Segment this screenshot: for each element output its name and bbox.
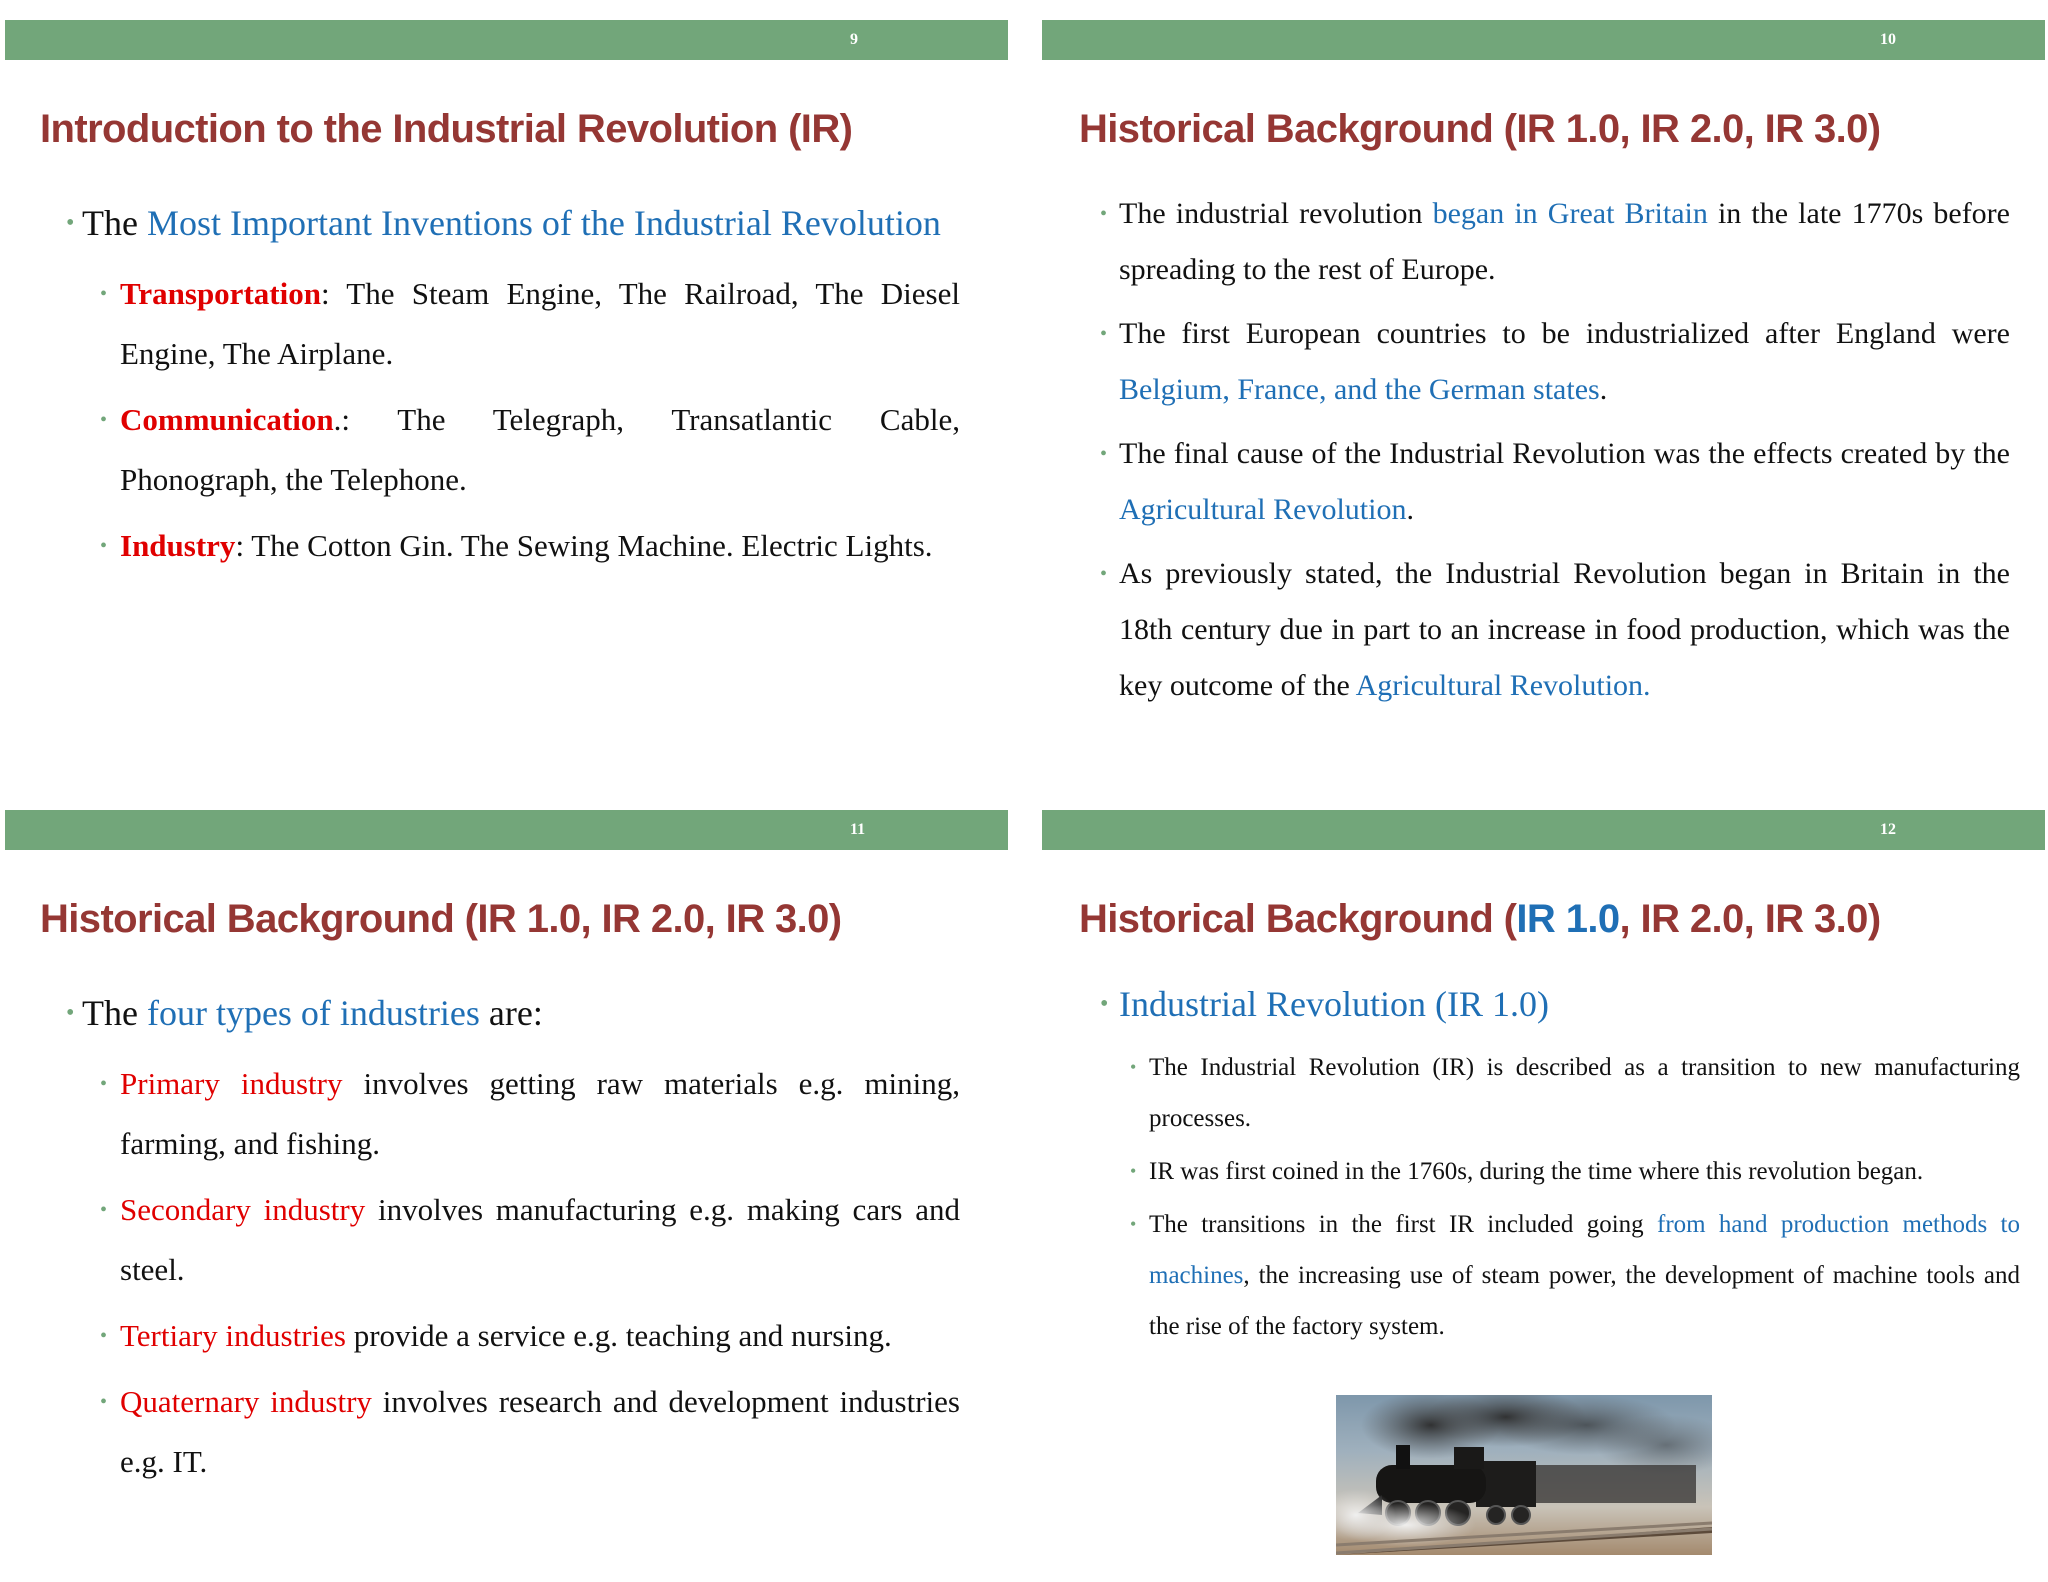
highlight-text: Belgium, France, and the German states	[1119, 373, 1600, 406]
bullet-level2: • Industry: The Cotton Gin. The Sewing Machine. Electric Lights.	[45, 516, 960, 576]
slide-title: Historical Background (IR 1.0, IR 2.0, IR 3.0)	[1079, 107, 1881, 151]
slide-header-bar	[1042, 20, 2045, 60]
bullet-level2: • IR was first coined in the 1760s, during the time where this revolution began.	[1100, 1146, 2030, 1197]
slide-number: 9	[850, 31, 858, 48]
highlight-text: Industrial Revolution (IR 1.0)	[1119, 984, 1549, 1024]
slide-body	[45, 978, 960, 1492]
slide-9	[5, 20, 1008, 810]
slide-10	[1042, 20, 2045, 810]
bullet-dot-icon: •	[100, 1391, 108, 1413]
bullet-dot-icon: •	[1100, 203, 1108, 225]
category-label: Industry	[120, 528, 236, 563]
bullet-dot-icon: •	[100, 1073, 108, 1095]
slide-header-bar	[1042, 810, 2045, 850]
category-label: Communication	[120, 402, 334, 437]
slide-body	[1100, 974, 2030, 1352]
category-label: Transportation	[120, 276, 321, 311]
bullet-level1: • The first European countries to be industrialized after England were Belgium, France, and the German states.	[1100, 306, 2010, 418]
bullet-dot-icon: •	[100, 1325, 108, 1347]
slide-11	[5, 810, 1008, 1582]
category-label: Tertiary industries	[120, 1318, 346, 1353]
bullet-dot-icon: •	[1130, 1214, 1137, 1234]
bullet-dot-icon: •	[1100, 563, 1108, 585]
steam-locomotive-photo	[1336, 1395, 1712, 1555]
bullet-dot-icon: •	[100, 1199, 108, 1221]
slide-title: Historical Background (IR 1.0, IR 2.0, IR 3.0)	[40, 897, 842, 941]
slide-number: 12	[1880, 821, 1896, 838]
bullet-level2: • The Industrial Revolution (IR) is described as a transition to new manufacturing processes.	[1100, 1042, 2030, 1144]
highlight-text: IR 1.0	[1516, 897, 1620, 941]
bullet-level1: • The Most Important Inventions of the Industrial Revolution	[45, 188, 960, 258]
category-label: Secondary industry	[120, 1192, 366, 1227]
bullet-level2: • Transportation: The Steam Engine, The Railroad, The Diesel Engine, The Airplane.	[45, 264, 960, 384]
highlight-text: Most Important Inventions of the Industrial Revolution	[146, 203, 941, 243]
bullet-level1: • The industrial revolution began in Great Britain in the late 1770s before spreading to the rest of Europe.	[1100, 186, 2010, 298]
bullet-level2: • Quaternary industry involves research and development industries e.g. IT.	[45, 1372, 960, 1492]
bullet-level2: • Secondary industry involves manufacturing e.g. making cars and steel.	[45, 1180, 960, 1300]
bullet-dot-icon: •	[100, 283, 108, 305]
highlight-text: four types of industries	[146, 993, 480, 1033]
slide-12	[1042, 810, 2045, 1582]
bullet-level2: • Primary industry involves getting raw materials e.g. mining, farming, and fishing.	[45, 1054, 960, 1174]
bullet-level1: • The four types of industries are:	[45, 978, 960, 1048]
bullet-level1	[1100, 974, 2030, 1034]
bullet-dot-icon: •	[100, 535, 108, 557]
highlight-text: began in Great Britain	[1432, 197, 1708, 230]
bullet-dot-icon: •	[1100, 323, 1108, 345]
slide-number: 11	[850, 821, 866, 838]
bullet-level2: • Communication.: The Telegraph, Transatlantic Cable, Phonograph, the Telephone.	[45, 390, 960, 510]
bullet-dot-icon: •	[1130, 1057, 1137, 1077]
bullet-dot-icon: •	[1100, 991, 1109, 1017]
category-label: Quaternary industry	[120, 1384, 372, 1419]
highlight-text: Agricultural Revolution.	[1355, 669, 1651, 702]
bullet-dot-icon: •	[100, 409, 108, 431]
bullet-level1: • As previously stated, the Industrial Revolution began in Britain in the 18th century due in part to an increase in food production, which was the key outcome of the Agricultural Revolution.	[1100, 546, 2010, 714]
bullet-dot-icon: •	[1100, 443, 1108, 465]
slide-body	[1100, 186, 2010, 722]
bullet-dot-icon: •	[1130, 1161, 1137, 1181]
slide-number: 10	[1880, 31, 1896, 48]
category-label: Primary industry	[120, 1066, 343, 1101]
slide-title: Historical Background (IR 1.0, IR 2.0, IR 3.0)	[1079, 897, 1881, 941]
slide-body	[45, 188, 960, 576]
bullet-dot-icon: •	[66, 1000, 75, 1026]
highlight-text: from hand production methods to machines	[1149, 1211, 2021, 1289]
steam-locomotive-illustration	[1336, 1395, 1712, 1555]
highlight-text: Agricultural Revolution	[1119, 493, 1407, 526]
slide-title: Introduction to the Industrial Revolution (IR)	[40, 107, 853, 151]
slide-header-bar	[5, 810, 1008, 850]
bullet-level2: • Tertiary industries provide a service e.g. teaching and nursing.	[45, 1306, 960, 1366]
bullet-dot-icon: •	[66, 210, 75, 236]
bullet-level2: • The transitions in the first IR included going from hand production methods to machines, the increasing use of steam power, the development of machine tools and the rise of the factory system.	[1100, 1199, 2030, 1352]
bullet-level1: • The final cause of the Industrial Revolution was the effects created by the Agricultural Revolution.	[1100, 426, 2010, 538]
slide-header-bar	[5, 20, 1008, 60]
